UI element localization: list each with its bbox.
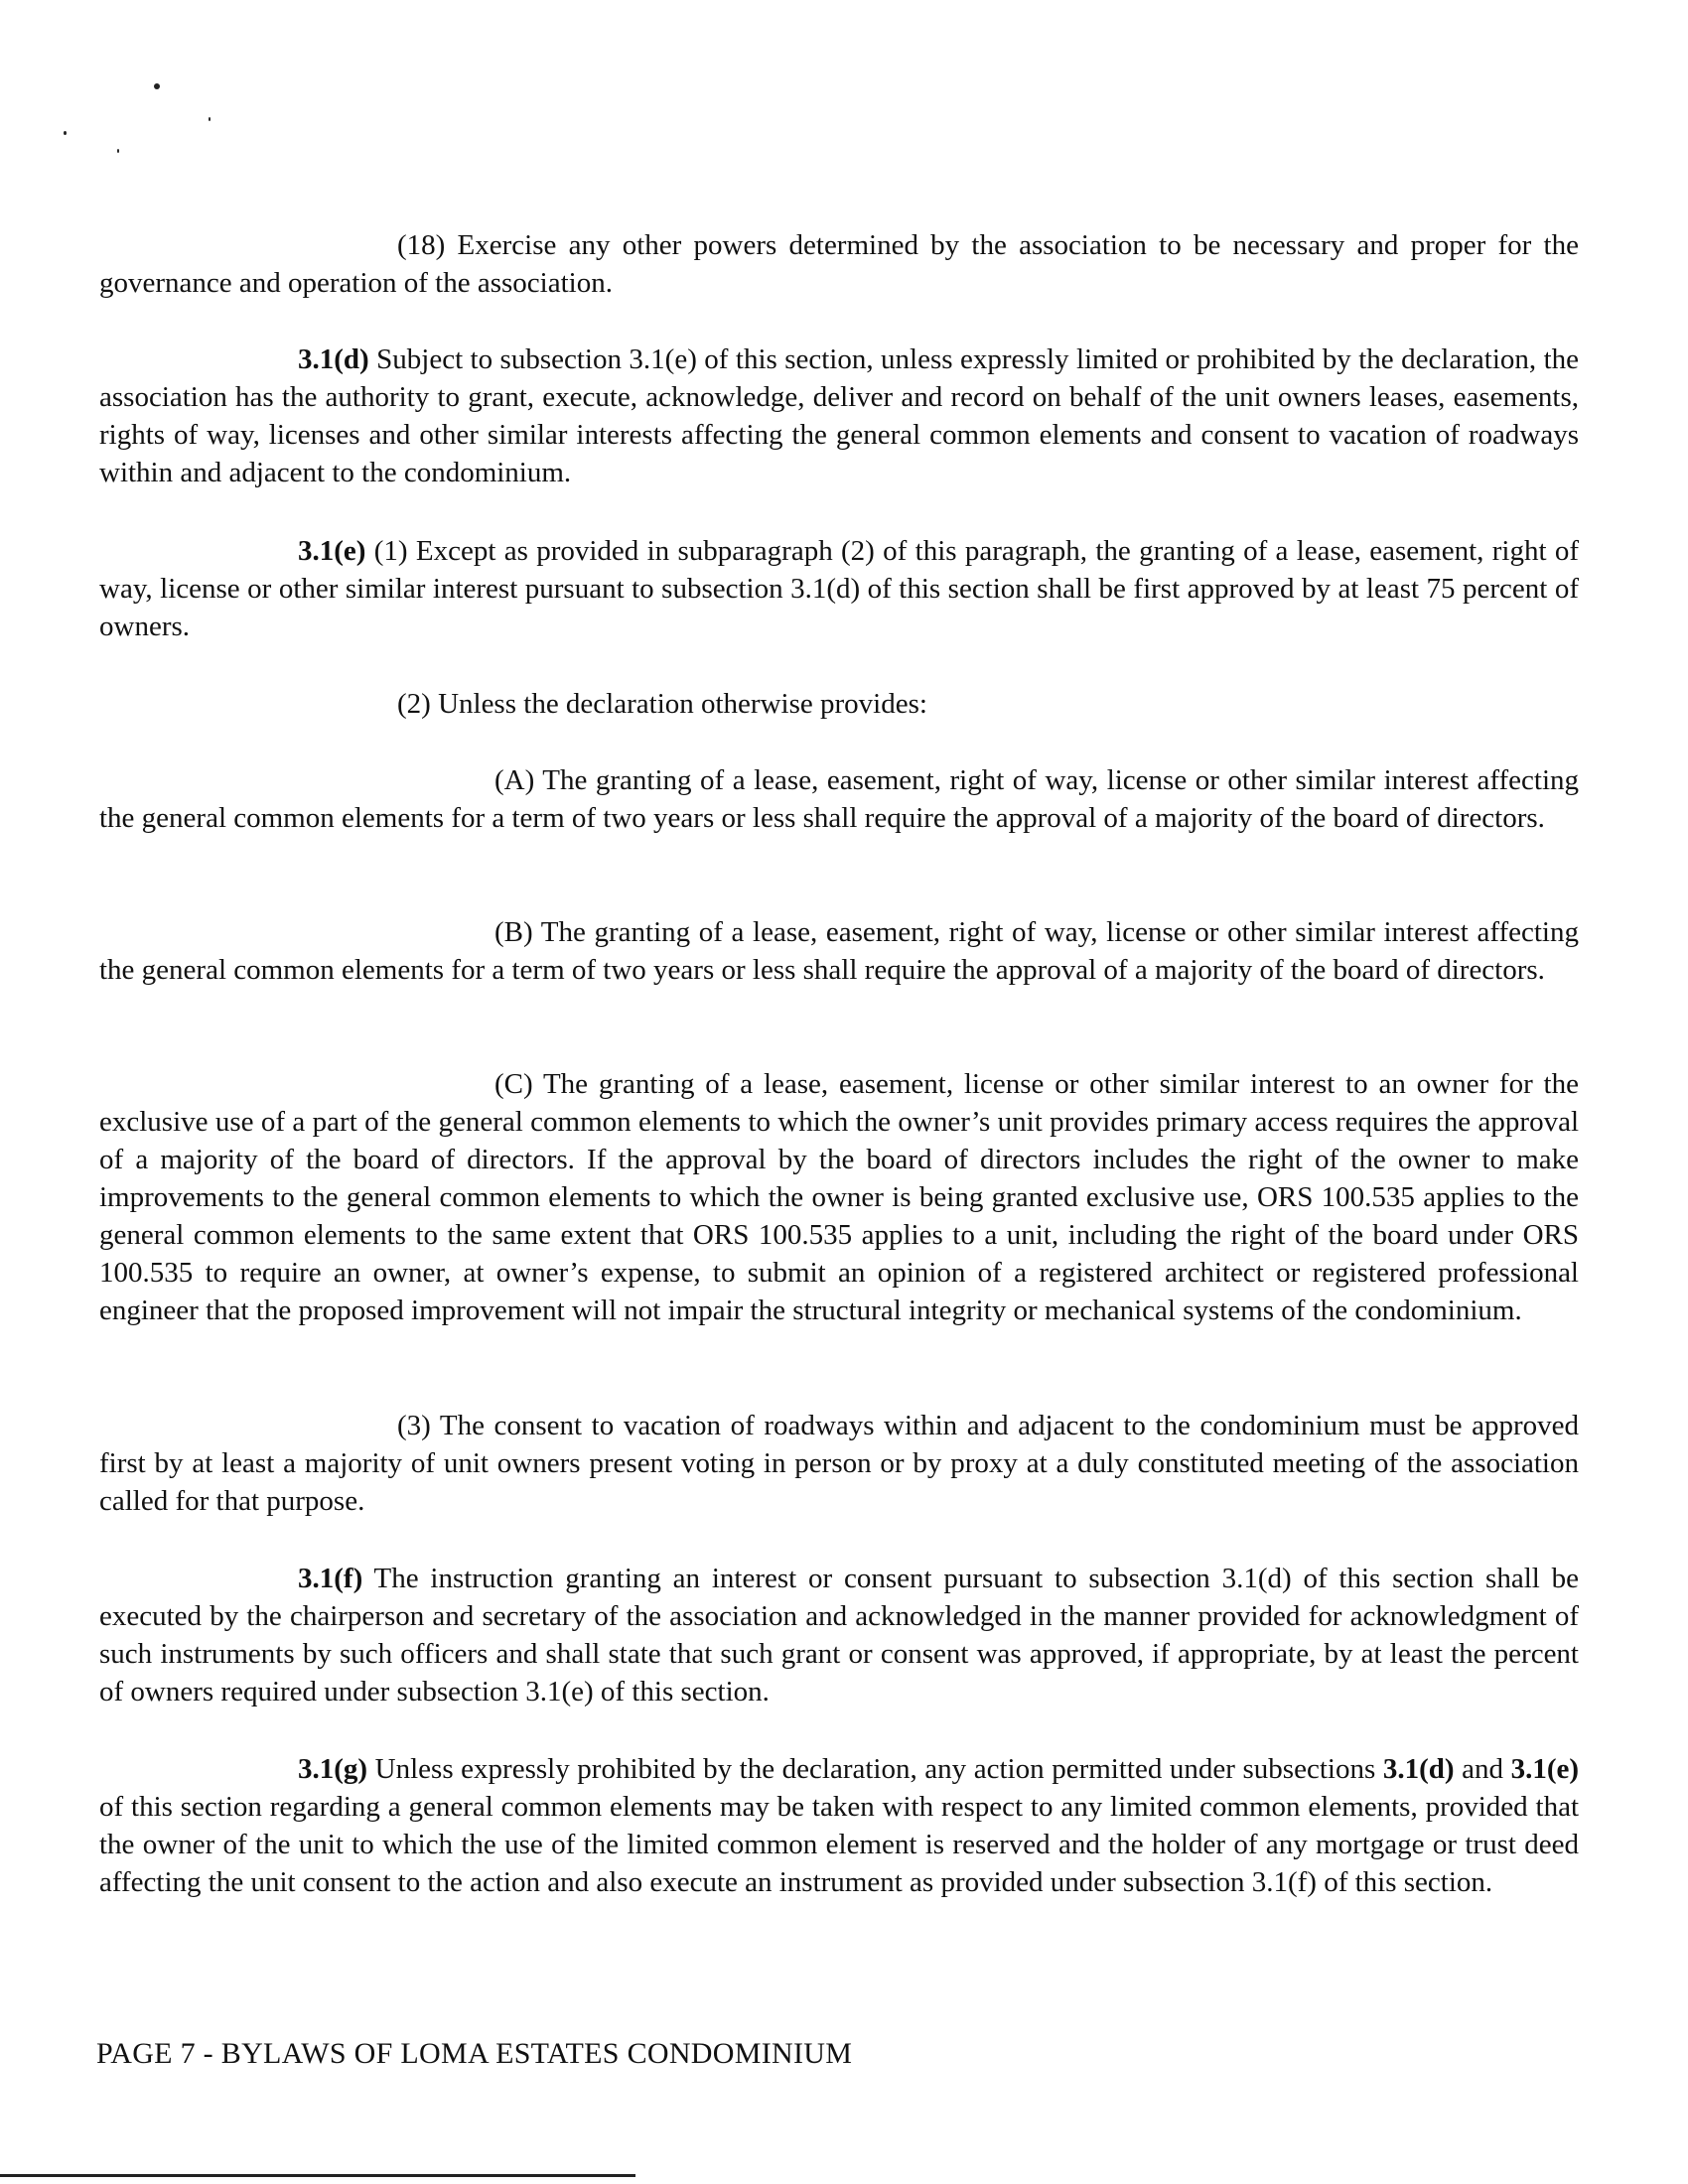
paragraph-3-1-f xyxy=(99,1560,1579,1710)
paragraph-3-1-g-text-b: and xyxy=(1454,1753,1511,1785)
section-label-3-1-d: 3.1(d) xyxy=(298,343,369,375)
paragraph-b-text: (B) The granting of a lease, easement, right of way, license or other similar interest affecting the general common elements for a term of two years or less shall require the approval of a majority of the board of directors. xyxy=(99,916,1579,986)
paragraph-2-text: (2) Unless the declaration otherwise provides: xyxy=(397,688,927,720)
paragraph-18 xyxy=(99,226,1579,302)
bottom-edge-rule xyxy=(0,2174,635,2177)
scan-speck xyxy=(64,131,67,135)
page-footer: PAGE 7 - BYLAWS OF LOMA ESTATES CONDOMINIUM xyxy=(96,2037,853,2070)
scan-speck xyxy=(209,117,211,121)
paragraph-3-1-g-text-c: of this section regarding a general common elements may be taken with respect to any limited common elements, provided that the owner of the unit to which the use of the limited common element is reserved and the holder of any mortgage or trust deed affecting the unit consent to the action and also execute an instrument as provided under subsection 3.1(f) of this section. xyxy=(99,1791,1579,1898)
paragraph-a xyxy=(99,761,1579,837)
paragraph-2 xyxy=(99,685,1579,723)
paragraph-3-1-d-text: Subject to subsection 3.1(e) of this section, unless expressly limited or prohibited by the declaration, the association has the authority to grant, execute, acknowledge, deliver and record on behalf of the unit owners leases, easements, rights of way, licenses and other similar interests affecting the general common elements and consent to vacation of roadways within and adjacent to the condominium. xyxy=(99,343,1579,488)
paragraph-c-text: (C) The granting of a lease, easement, license or other similar interest to an owner for the exclusive use of a part of the general common elements to which the owner’s unit provides primary access requires the approval of a majority of the board of directors. If the approval by the board of directors includes the right of the owner to make improvements to the general common elements to which the owner is being granted exclusive use, ORS 100.535 applies to the general common elements to the same extent that ORS 100.535 applies to a unit, including the right of the board under ORS 100.535 to require an owner, at owner’s expense, to submit an opinion of a registered architect or registered professional engineer that the proposed improvement will not impair the structural integrity or mechanical systems of the condominium. xyxy=(99,1068,1579,1326)
section-label-3-1-f: 3.1(f) xyxy=(298,1563,363,1594)
scan-speck xyxy=(117,149,119,153)
paragraph-3-text: (3) The consent to vacation of roadways within and adjacent to the condominium must be approved first by at least a majority of unit owners present voting in person or by proxy at a duly constituted meeting of the association called for that purpose. xyxy=(99,1410,1579,1517)
paragraph-3-1-e-text: (1) Except as provided in subparagraph (2) of this paragraph, the granting of a lease, easement, right of way, license or other similar interest pursuant to subsection 3.1(d) of this section shall be first approved by at least 75 percent of owners. xyxy=(99,535,1579,642)
paragraph-3-1-g xyxy=(99,1750,1579,1901)
section-label-3-1-g: 3.1(g) xyxy=(298,1753,368,1785)
scan-speck xyxy=(154,83,160,89)
paragraph-b xyxy=(99,913,1579,989)
paragraph-a-text: (A) The granting of a lease, easement, right of way, license or other similar interest affecting the general common elements for a term of two years or less shall require the approval of a majority of the board of directors. xyxy=(99,764,1579,834)
section-label-3-1-e: 3.1(e) xyxy=(298,535,366,567)
paragraph-3 xyxy=(99,1407,1579,1520)
paragraph-c xyxy=(99,1065,1579,1329)
paragraph-3-1-g-text-a: Unless expressly prohibited by the declaration, any action permitted under subsections xyxy=(367,1753,1383,1785)
paragraph-3-1-d xyxy=(99,341,1579,491)
paragraph-18-text: (18) Exercise any other powers determined by the association to be necessary and proper for the governance and operation of the association. xyxy=(99,229,1579,299)
section-ref-3-1-e: 3.1(e) xyxy=(1510,1753,1579,1785)
paragraph-3-1-e xyxy=(99,532,1579,645)
section-ref-3-1-d: 3.1(d) xyxy=(1382,1753,1455,1785)
paragraph-3-1-f-text: The instruction granting an interest or consent pursuant to subsection 3.1(d) of this section shall be executed by the chairperson and secretary of the association and acknowledged in the manner provided for acknowledgment of such instruments by such officers and shall state that such grant or consent was approved, if appropriate, by at least the percent of owners required under subsection 3.1(e) of this section. xyxy=(99,1563,1579,1707)
